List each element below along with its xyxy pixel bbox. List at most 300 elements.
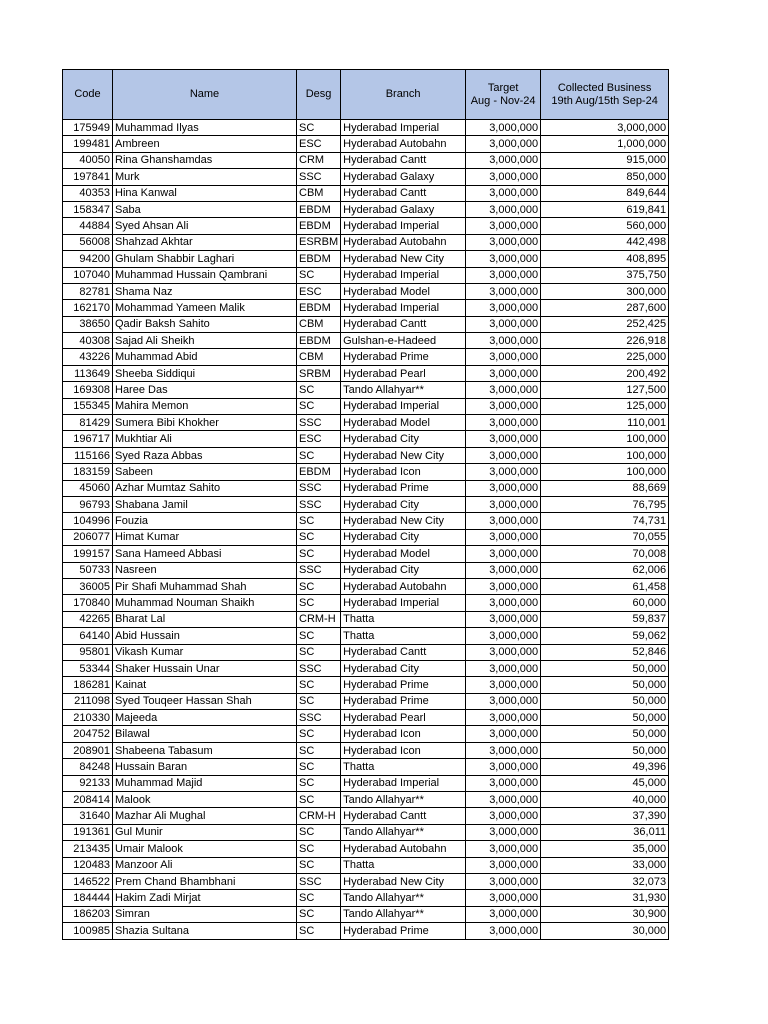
name-cell: Fouzia [113, 513, 297, 529]
code-cell: 42265 [63, 611, 113, 627]
code-cell: 211098 [63, 693, 113, 709]
desg-cell: SC [297, 775, 341, 791]
collected-cell: 50,000 [541, 660, 669, 676]
target-cell: 3,000,000 [466, 464, 541, 480]
name-cell: Majeeda [113, 710, 297, 726]
name-cell: Sabeen [113, 464, 297, 480]
branch-cell: Thatta [341, 628, 466, 644]
collected-cell: 127,500 [541, 382, 669, 398]
collected-cell: 45,000 [541, 775, 669, 791]
branch-cell: Hyderabad Cantt [341, 185, 466, 201]
code-cell: 191361 [63, 824, 113, 840]
name-cell: Murk [113, 169, 297, 185]
target-cell: 3,000,000 [466, 873, 541, 889]
header-row [63, 70, 669, 120]
branch-cell: Tando Allahyar** [341, 382, 466, 398]
name-cell: Hakim Zadi Mirjat [113, 890, 297, 906]
collected-cell: 61,458 [541, 578, 669, 594]
code-cell: 210330 [63, 710, 113, 726]
name-cell: Sajad Ali Sheikh [113, 333, 297, 349]
code-cell: 175949 [63, 120, 113, 136]
name-cell: Rina Ghanshamdas [113, 152, 297, 168]
branch-cell: Tando Allahyar** [341, 906, 466, 922]
table-row [63, 136, 669, 152]
code-cell: 95801 [63, 644, 113, 660]
desg-cell: CRM [297, 152, 341, 168]
name-cell: Mazhar Ali Mughal [113, 808, 297, 824]
code-cell: 113649 [63, 365, 113, 381]
collected-cell: 225,000 [541, 349, 669, 365]
collected-cell: 52,846 [541, 644, 669, 660]
target-cell: 3,000,000 [466, 251, 541, 267]
collected-cell: 200,492 [541, 365, 669, 381]
desg-cell: CBM [297, 349, 341, 365]
collected-cell: 408,895 [541, 251, 669, 267]
desg-cell: SC [297, 267, 341, 283]
target-cell: 3,000,000 [466, 169, 541, 185]
desg-cell: SC [297, 792, 341, 808]
table-row [63, 775, 669, 791]
name-cell: Muhammad Nouman Shaikh [113, 595, 297, 611]
target-cell: 3,000,000 [466, 333, 541, 349]
code-cell: 158347 [63, 201, 113, 217]
collected-cell: 35,000 [541, 841, 669, 857]
name-cell: Malook [113, 792, 297, 808]
branch-cell: Hyderabad Autobahn [341, 234, 466, 250]
name-cell: Mohammad Yameen Malik [113, 300, 297, 316]
collected-cell: 50,000 [541, 726, 669, 742]
table-row [63, 923, 669, 939]
code-cell: 186203 [63, 906, 113, 922]
branch-cell: Hyderabad Imperial [341, 120, 466, 136]
branch-cell: Hyderabad Cantt [341, 152, 466, 168]
code-cell: 40050 [63, 152, 113, 168]
name-cell: Bharat Lal [113, 611, 297, 627]
target-cell: 3,000,000 [466, 792, 541, 808]
desg-cell: ESC [297, 136, 341, 152]
name-cell: Haree Das [113, 382, 297, 398]
desg-cell: ESRBM [297, 234, 341, 250]
name-cell: Shabeena Tabasum [113, 742, 297, 758]
collected-cell: 100,000 [541, 464, 669, 480]
collected-cell: 30,000 [541, 923, 669, 939]
target-cell: 3,000,000 [466, 120, 541, 136]
name-cell: Himat Kumar [113, 529, 297, 545]
code-cell: 107040 [63, 267, 113, 283]
name-cell: Sumera Bibi Khokher [113, 415, 297, 431]
branch-cell: Hyderabad Prime [341, 480, 466, 496]
branch-cell: Hyderabad Autobahn [341, 578, 466, 594]
code-cell: 53344 [63, 660, 113, 676]
desg-cell: SC [297, 742, 341, 758]
collected-cell: 88,669 [541, 480, 669, 496]
target-cell: 3,000,000 [466, 431, 541, 447]
branch-cell: Hyderabad Autobahn [341, 136, 466, 152]
header-collected [541, 70, 669, 120]
desg-cell: SSC [297, 415, 341, 431]
branch-cell: Hyderabad Imperial [341, 595, 466, 611]
code-cell: 40308 [63, 333, 113, 349]
name-cell: Simran [113, 906, 297, 922]
collected-cell: 1,000,000 [541, 136, 669, 152]
name-cell: Qadir Baksh Sahito [113, 316, 297, 332]
name-cell: Shabana Jamil [113, 496, 297, 512]
code-cell: 50733 [63, 562, 113, 578]
collected-cell: 62,006 [541, 562, 669, 578]
header-target-line2: Aug - Nov-24 [470, 94, 536, 107]
branch-cell: Hyderabad Galaxy [341, 201, 466, 217]
collected-cell: 110,001 [541, 415, 669, 431]
branch-cell: Hyderabad Prime [341, 677, 466, 693]
code-cell: 104996 [63, 513, 113, 529]
desg-cell: SSC [297, 562, 341, 578]
collected-cell: 76,795 [541, 496, 669, 512]
collected-cell: 59,062 [541, 628, 669, 644]
target-cell: 3,000,000 [466, 644, 541, 660]
collected-cell: 560,000 [541, 218, 669, 234]
name-cell: Shazia Sultana [113, 923, 297, 939]
code-cell: 184444 [63, 890, 113, 906]
target-cell: 3,000,000 [466, 300, 541, 316]
code-cell: 44884 [63, 218, 113, 234]
target-cell: 3,000,000 [466, 513, 541, 529]
code-cell: 170840 [63, 595, 113, 611]
branch-cell: Hyderabad Prime [341, 693, 466, 709]
collected-cell: 70,008 [541, 546, 669, 562]
desg-cell: SSC [297, 660, 341, 676]
table-row [63, 578, 669, 594]
branch-cell: Hyderabad Pearl [341, 710, 466, 726]
collected-cell: 31,930 [541, 890, 669, 906]
collected-cell: 70,055 [541, 529, 669, 545]
name-cell: Sana Hameed Abbasi [113, 546, 297, 562]
table-row [63, 906, 669, 922]
table-row [63, 562, 669, 578]
table-row [63, 120, 669, 136]
target-cell: 3,000,000 [466, 365, 541, 381]
name-cell: Shaker Hussain Unar [113, 660, 297, 676]
target-cell: 3,000,000 [466, 693, 541, 709]
branch-cell: Hyderabad Icon [341, 464, 466, 480]
target-cell: 3,000,000 [466, 857, 541, 873]
branch-cell: Hyderabad Imperial [341, 398, 466, 414]
collected-cell: 30,900 [541, 906, 669, 922]
collected-cell: 50,000 [541, 710, 669, 726]
name-cell: Manzoor Ali [113, 857, 297, 873]
table-row [63, 447, 669, 463]
target-cell: 3,000,000 [466, 136, 541, 152]
collected-cell: 915,000 [541, 152, 669, 168]
name-cell: Muhammad Hussain Qambrani [113, 267, 297, 283]
collected-cell: 50,000 [541, 693, 669, 709]
desg-cell: SC [297, 398, 341, 414]
collected-cell: 442,498 [541, 234, 669, 250]
table-row [63, 873, 669, 889]
branch-cell: Thatta [341, 857, 466, 873]
target-cell: 3,000,000 [466, 201, 541, 217]
table-row [63, 792, 669, 808]
table-row [63, 333, 669, 349]
table-row [63, 382, 669, 398]
code-cell: 38650 [63, 316, 113, 332]
name-cell: Vikash Kumar [113, 644, 297, 660]
code-cell: 208901 [63, 742, 113, 758]
collected-cell: 50,000 [541, 677, 669, 693]
code-cell: 31640 [63, 808, 113, 824]
collected-cell: 36,011 [541, 824, 669, 840]
table-row [63, 644, 669, 660]
target-cell: 3,000,000 [466, 415, 541, 431]
branch-cell: Hyderabad Model [341, 546, 466, 562]
desg-cell: SC [297, 677, 341, 693]
branch-cell: Hyderabad Prime [341, 923, 466, 939]
table-row [63, 169, 669, 185]
code-cell: 197841 [63, 169, 113, 185]
target-cell: 3,000,000 [466, 742, 541, 758]
table-row [63, 480, 669, 496]
target-cell: 3,000,000 [466, 759, 541, 775]
desg-cell: SSC [297, 710, 341, 726]
name-cell: Muhammad Majid [113, 775, 297, 791]
collected-cell: 619,841 [541, 201, 669, 217]
code-cell: 155345 [63, 398, 113, 414]
table-row [63, 710, 669, 726]
header-branch: Branch [341, 70, 466, 120]
code-cell: 64140 [63, 628, 113, 644]
table-row [63, 464, 669, 480]
branch-cell: Hyderabad New City [341, 873, 466, 889]
branch-cell: Hyderabad Cantt [341, 316, 466, 332]
branch-cell: Hyderabad Icon [341, 742, 466, 758]
collected-cell: 850,000 [541, 169, 669, 185]
table-row [63, 365, 669, 381]
code-cell: 56008 [63, 234, 113, 250]
target-cell: 3,000,000 [466, 611, 541, 627]
target-cell: 3,000,000 [466, 726, 541, 742]
table-row [63, 693, 669, 709]
target-cell: 3,000,000 [466, 529, 541, 545]
table-row [63, 398, 669, 414]
collected-cell: 60,000 [541, 595, 669, 611]
branch-cell: Hyderabad Model [341, 415, 466, 431]
table-row [63, 316, 669, 332]
name-cell: Prem Chand Bhambhani [113, 873, 297, 889]
desg-cell: SSC [297, 873, 341, 889]
desg-cell: SC [297, 759, 341, 775]
target-cell: 3,000,000 [466, 316, 541, 332]
target-cell: 3,000,000 [466, 496, 541, 512]
desg-cell: SC [297, 529, 341, 545]
name-cell: Sheeba Siddiqui [113, 365, 297, 381]
target-cell: 3,000,000 [466, 546, 541, 562]
target-cell: 3,000,000 [466, 562, 541, 578]
table-row [63, 513, 669, 529]
desg-cell: SC [297, 923, 341, 939]
branch-cell: Hyderabad Prime [341, 349, 466, 365]
collected-cell: 49,396 [541, 759, 669, 775]
code-cell: 169308 [63, 382, 113, 398]
branch-cell: Tando Allahyar** [341, 792, 466, 808]
desg-cell: SC [297, 824, 341, 840]
target-cell: 3,000,000 [466, 660, 541, 676]
branch-cell: Hyderabad Galaxy [341, 169, 466, 185]
desg-cell: SC [297, 120, 341, 136]
code-cell: 186281 [63, 677, 113, 693]
code-cell: 84248 [63, 759, 113, 775]
collected-cell: 3,000,000 [541, 120, 669, 136]
branch-cell: Hyderabad Pearl [341, 365, 466, 381]
name-cell: Hussain Baran [113, 759, 297, 775]
table-row [63, 267, 669, 283]
name-cell: Mukhtiar Ali [113, 431, 297, 447]
branch-cell: Hyderabad City [341, 431, 466, 447]
collected-cell: 287,600 [541, 300, 669, 316]
table-row [63, 808, 669, 824]
target-cell: 3,000,000 [466, 841, 541, 857]
branch-cell: Hyderabad Cantt [341, 644, 466, 660]
desg-cell: SC [297, 546, 341, 562]
table-row [63, 415, 669, 431]
branch-cell: Hyderabad Imperial [341, 775, 466, 791]
name-cell: Shahzad Akhtar [113, 234, 297, 250]
name-cell: Azhar Mumtaz Sahito [113, 480, 297, 496]
target-cell: 3,000,000 [466, 234, 541, 250]
table-row [63, 595, 669, 611]
desg-cell: SSC [297, 496, 341, 512]
name-cell: Shama Naz [113, 283, 297, 299]
table-row [63, 546, 669, 562]
table-row [63, 201, 669, 217]
target-cell: 3,000,000 [466, 480, 541, 496]
desg-cell: SRBM [297, 365, 341, 381]
branch-cell: Hyderabad City [341, 562, 466, 578]
name-cell: Hina Kanwal [113, 185, 297, 201]
target-cell: 3,000,000 [466, 677, 541, 693]
target-cell: 3,000,000 [466, 775, 541, 791]
table-row [63, 529, 669, 545]
branch-cell: Thatta [341, 759, 466, 775]
collected-cell: 100,000 [541, 447, 669, 463]
desg-cell: SC [297, 644, 341, 660]
table-row [63, 890, 669, 906]
target-cell: 3,000,000 [466, 578, 541, 594]
target-cell: 3,000,000 [466, 267, 541, 283]
desg-cell: SC [297, 382, 341, 398]
name-cell: Gul Munir [113, 824, 297, 840]
code-cell: 208414 [63, 792, 113, 808]
branch-cell: Hyderabad New City [341, 447, 466, 463]
name-cell: Nasreen [113, 562, 297, 578]
branch-cell: Hyderabad New City [341, 513, 466, 529]
branch-cell: Hyderabad City [341, 496, 466, 512]
name-cell: Muhammad Ilyas [113, 120, 297, 136]
table-row [63, 611, 669, 627]
table-body [63, 120, 669, 940]
desg-cell: EBDM [297, 300, 341, 316]
desg-cell: EBDM [297, 464, 341, 480]
header-target [466, 70, 541, 120]
table-row [63, 857, 669, 873]
table-row [63, 431, 669, 447]
target-cell: 3,000,000 [466, 447, 541, 463]
business-table [62, 69, 669, 940]
table-row [63, 677, 669, 693]
desg-cell: CRM-H [297, 808, 341, 824]
name-cell: Syed Ahsan Ali [113, 218, 297, 234]
table-row [63, 218, 669, 234]
collected-cell: 100,000 [541, 431, 669, 447]
branch-cell: Hyderabad City [341, 529, 466, 545]
target-cell: 3,000,000 [466, 283, 541, 299]
desg-cell: ESC [297, 431, 341, 447]
code-cell: 199481 [63, 136, 113, 152]
desg-cell: SC [297, 890, 341, 906]
code-cell: 162170 [63, 300, 113, 316]
code-cell: 81429 [63, 415, 113, 431]
branch-cell: Thatta [341, 611, 466, 627]
code-cell: 213435 [63, 841, 113, 857]
code-cell: 45060 [63, 480, 113, 496]
target-cell: 3,000,000 [466, 349, 541, 365]
name-cell: Saba [113, 201, 297, 217]
target-cell: 3,000,000 [466, 710, 541, 726]
code-cell: 204752 [63, 726, 113, 742]
header-name: Name [113, 70, 297, 120]
target-cell: 3,000,000 [466, 595, 541, 611]
target-cell: 3,000,000 [466, 152, 541, 168]
table-row [63, 759, 669, 775]
branch-cell: Hyderabad City [341, 660, 466, 676]
code-cell: 82781 [63, 283, 113, 299]
collected-cell: 74,731 [541, 513, 669, 529]
code-cell: 36005 [63, 578, 113, 594]
branch-cell: Hyderabad Imperial [341, 218, 466, 234]
table-row [63, 152, 669, 168]
name-cell: Ambreen [113, 136, 297, 152]
desg-cell: EBDM [297, 333, 341, 349]
table-row [63, 742, 669, 758]
code-cell: 40353 [63, 185, 113, 201]
collected-cell: 375,750 [541, 267, 669, 283]
name-cell: Syed Touqeer Hassan Shah [113, 693, 297, 709]
code-cell: 115166 [63, 447, 113, 463]
table-row [63, 251, 669, 267]
branch-cell: Tando Allahyar** [341, 824, 466, 840]
collected-cell: 37,390 [541, 808, 669, 824]
desg-cell: ESC [297, 283, 341, 299]
desg-cell: SC [297, 841, 341, 857]
table-row [63, 185, 669, 201]
name-cell: Syed Raza Abbas [113, 447, 297, 463]
header-collected-line2: 19th Aug/15th Sep-24 [551, 94, 658, 107]
collected-cell: 226,918 [541, 333, 669, 349]
table-row [63, 628, 669, 644]
desg-cell: EBDM [297, 201, 341, 217]
collected-cell: 40,000 [541, 792, 669, 808]
branch-cell: Hyderabad Autobahn [341, 841, 466, 857]
code-cell: 196717 [63, 431, 113, 447]
branch-cell: Hyderabad Model [341, 283, 466, 299]
header-target-line1: Target [487, 81, 519, 94]
branch-cell: Hyderabad Imperial [341, 267, 466, 283]
target-cell: 3,000,000 [466, 906, 541, 922]
table-header [63, 70, 669, 120]
branch-cell: Tando Allahyar** [341, 890, 466, 906]
target-cell: 3,000,000 [466, 824, 541, 840]
code-cell: 146522 [63, 873, 113, 889]
desg-cell: SSC [297, 169, 341, 185]
target-cell: 3,000,000 [466, 628, 541, 644]
